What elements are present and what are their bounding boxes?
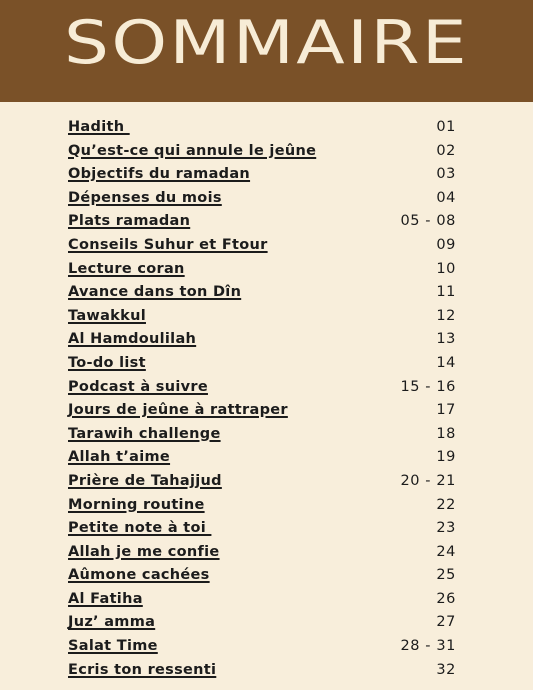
toc-link[interactable]: Conseils Suhur et Ftour [68,236,268,253]
toc-row [0,209,533,233]
toc-page-number: 22 [436,496,456,513]
toc-page-number: 11 [436,284,456,301]
toc-link[interactable]: Salat Time [68,638,158,655]
toc-row [0,658,533,682]
toc-page-number: 27 [436,614,456,631]
toc-row [0,375,533,399]
toc-row [0,540,533,564]
toc-row [0,304,533,328]
toc-page-number: 09 [436,236,456,253]
toc-link[interactable]: Tawakkul [68,307,146,324]
toc-page-number: 02 [436,142,456,159]
toc-page-number: 18 [436,425,456,442]
toc-link[interactable]: Aûmone cachées [68,567,210,584]
toc-link[interactable]: Petite note à toi [68,520,212,537]
toc-row [0,233,533,257]
toc-link[interactable]: Allah je me confie [68,543,220,560]
toc-page-number: 12 [436,307,456,324]
toc-link[interactable]: Tarawih challenge [68,425,221,442]
toc-page-number: 25 [436,567,456,584]
toc-page-number: 24 [436,543,456,560]
toc-row [0,257,533,281]
toc-row [0,587,533,611]
toc-page-number: 03 [436,166,456,183]
toc-link[interactable]: To-do list [68,354,146,371]
toc-link[interactable]: Objectifs du ramadan [68,166,251,183]
toc-link[interactable]: Avance dans ton Dîn [68,284,242,301]
toc-row [0,445,533,469]
toc-row [0,610,533,634]
toc-page-number: 04 [436,189,456,206]
toc-row [0,422,533,446]
toc-page-number: 05 - 08 [400,213,456,230]
toc-row [0,563,533,587]
toc-link[interactable]: Al Hamdoulilah [68,331,197,348]
toc-row [0,469,533,493]
toc-page-number: 15 - 16 [400,378,456,395]
toc-link[interactable]: Juz’ amma [68,614,156,631]
toc-row [0,516,533,540]
toc-row [0,139,533,163]
toc-link[interactable]: Jours de jeûne à rattraper [68,402,288,419]
toc-page-number: 28 - 31 [400,638,456,655]
toc-link[interactable]: Plats ramadan [68,213,191,230]
toc-page-number: 23 [436,520,456,537]
toc-link[interactable]: Al Fatiha [68,590,143,607]
toc-row [0,634,533,658]
toc-page-number: 01 [436,119,456,135]
toc-page-number: 19 [436,449,456,466]
toc-row [0,162,533,186]
toc-row [0,351,533,375]
toc-row [0,327,533,351]
toc-link[interactable]: Dépenses du mois [68,189,222,206]
toc-row [0,115,533,139]
page-title: SOMMAIRE [64,8,469,78]
toc-link[interactable]: Podcast à suivre [68,378,208,395]
toc-page-number: 26 [436,590,456,607]
toc-link[interactable]: Hadith [68,119,130,135]
toc-link[interactable]: Allah t’aime [68,449,171,466]
toc-row [0,186,533,210]
toc-page-number: 17 [436,402,456,419]
table-of-contents [0,115,533,681]
toc-page-number: 13 [436,331,456,348]
toc-link[interactable]: Ecris ton ressenti [68,661,217,678]
toc-page-number: 14 [436,354,456,371]
toc-row [0,493,533,517]
toc-link[interactable]: Lecture coran [68,260,185,277]
toc-page-number: 32 [436,661,456,678]
toc-page-number: 20 - 21 [400,472,456,489]
toc-row [0,280,533,304]
toc-link[interactable]: Morning routine [68,496,205,513]
toc-page-number: 10 [436,260,456,277]
toc-link[interactable]: Qu’est-ce qui annule le jeûne [68,142,317,159]
toc-row [0,398,533,422]
toc-link[interactable]: Prière de Tahajjud [68,472,222,489]
header-banner [0,0,533,102]
